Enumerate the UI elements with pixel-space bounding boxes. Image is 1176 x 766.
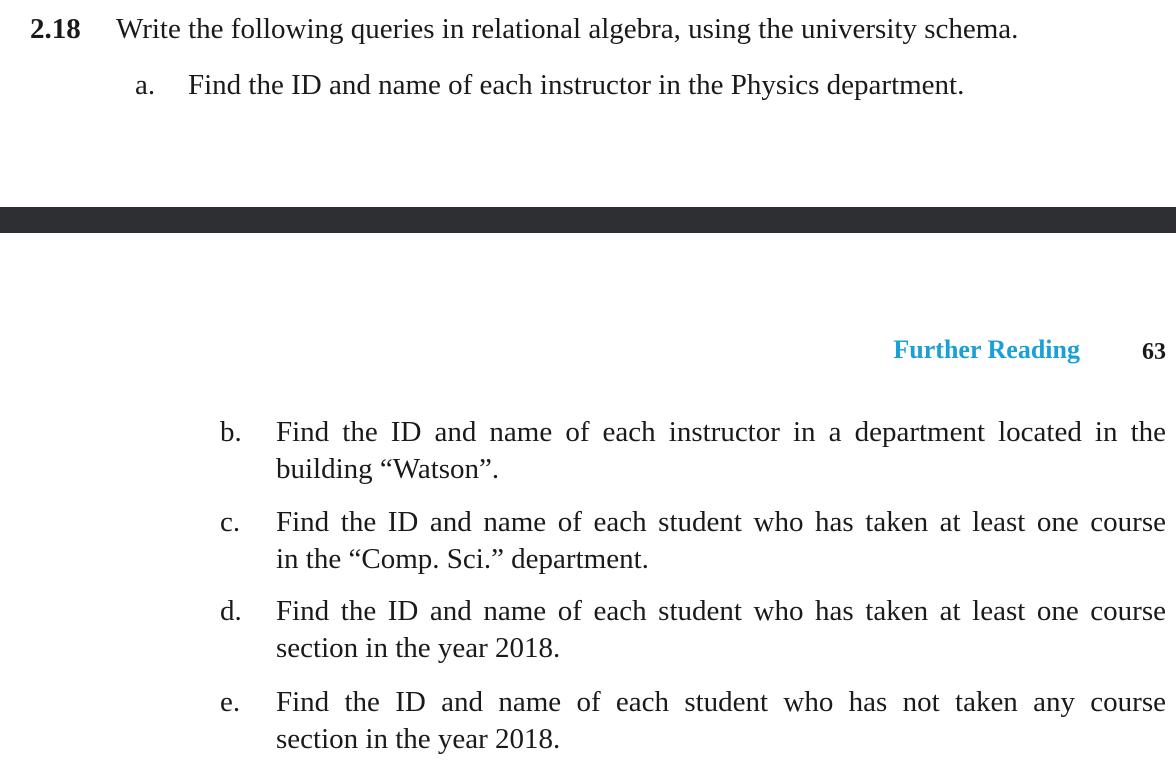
part-c-line-1: Find the ID and name of each student who has taken at least one course xyxy=(276,506,1166,538)
part-a-letter: a. xyxy=(135,69,156,101)
part-a-text: Find the ID and name of each instructor in the Physics department. xyxy=(188,69,965,101)
part-d-line-1: Find the ID and name of each student who has taken at least one course xyxy=(276,595,1166,627)
part-e-line-1: Find the ID and name of each student who has not taken any course xyxy=(276,686,1166,718)
part-c-text xyxy=(276,504,1166,578)
part-d-text xyxy=(276,593,1166,667)
page-divider xyxy=(0,207,1176,233)
problem-number: 2.18 xyxy=(30,13,81,45)
problem-stem: Write the following queries in relational algebra, using the university schema. xyxy=(116,13,1019,45)
page-number: 63 xyxy=(1142,339,1166,365)
part-e-text xyxy=(276,684,1166,758)
running-head-section: Further Reading xyxy=(893,335,1080,364)
part-b-line-1: Find the ID and name of each instructor in a department located in the xyxy=(276,416,1166,448)
part-c-line-2: in the “Comp. Sci.” department. xyxy=(276,543,649,575)
part-e-line-2: section in the year 2018. xyxy=(276,723,561,755)
part-b-letter: b. xyxy=(220,416,242,448)
part-c-letter: c. xyxy=(220,506,241,538)
part-b-text xyxy=(276,414,1166,488)
part-d-letter: d. xyxy=(220,595,242,627)
part-b-line-2: building “Watson”. xyxy=(276,453,500,485)
part-e-letter: e. xyxy=(220,686,241,718)
part-d-line-2: section in the year 2018. xyxy=(276,632,561,664)
